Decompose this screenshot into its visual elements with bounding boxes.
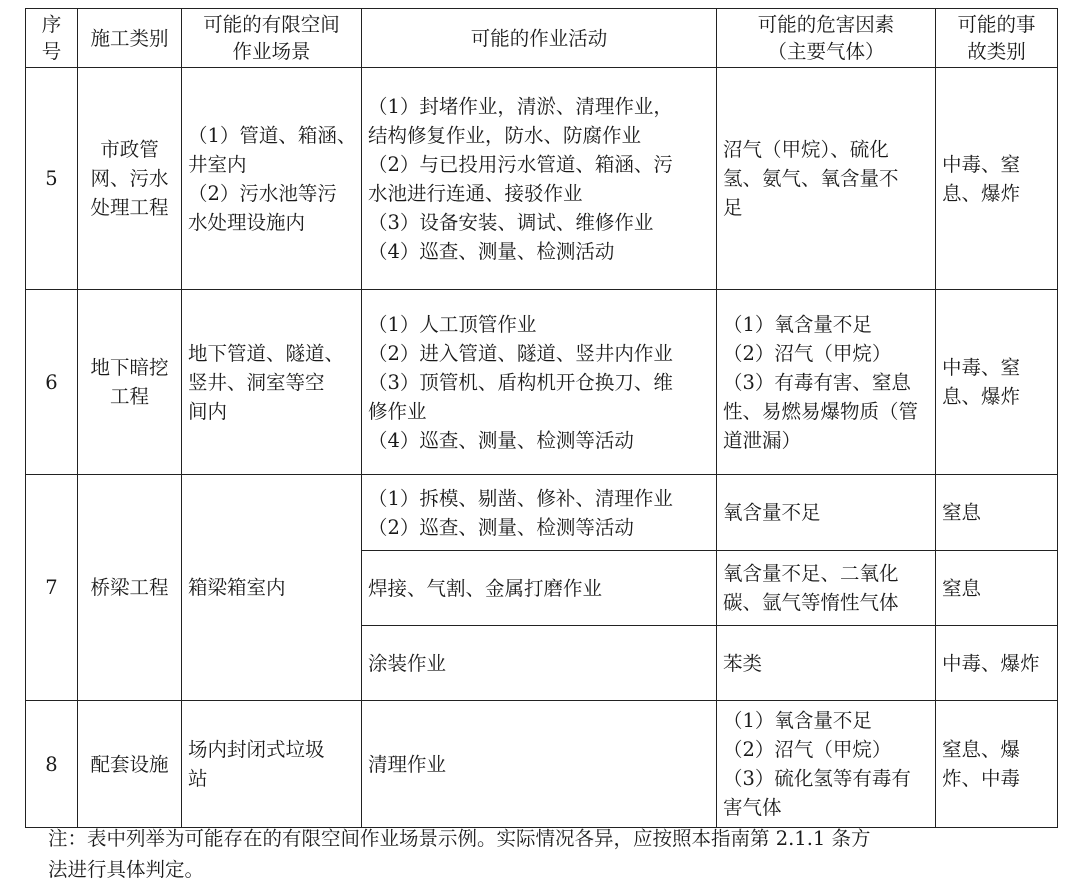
cell-hazard: 沼气（甲烷）、硫化 氢、氨气、氧含量不 足 — [717, 68, 936, 290]
hazard-table — [25, 8, 1058, 828]
cell-activity: 清理作业 — [362, 701, 717, 828]
cell-hazard: （1）氧含量不足 （2）沼气（甲烷） （3）有毒有害、窒息 性、易燃易爆物质（管 道泄漏） — [717, 290, 936, 475]
cell-accident: 窒息 — [936, 475, 1058, 551]
cell-hazard: 氧含量不足、二氧化 碳、氩气等惰性气体 — [717, 551, 936, 626]
cell-accident: 窒息、爆 炸、中毒 — [936, 701, 1058, 828]
cell-category: 配套设施 — [78, 701, 182, 828]
cell-hazard: 苯类 — [717, 626, 936, 701]
table-row — [26, 701, 1058, 828]
header-row — [26, 9, 1058, 68]
cell-activity: （1）封堵作业，清淤、清理作业， 结构修复作业，防水、防腐作业 （2）与已投用污水管道、箱涵、污 水池进行连通、接驳作业 （3）设备安装、调试、维修作业 （4）巡查、测量、检测活动 — [362, 68, 717, 290]
cell-scene: 场内封闭式垃圾 站 — [182, 701, 362, 828]
cell-hazard: （1）氧含量不足 （2）沼气（甲烷） （3）硫化氢等有毒有 害气体 — [717, 701, 936, 828]
cell-index: 5 — [26, 68, 78, 290]
cell-activity: 涂装作业 — [362, 626, 717, 701]
cell-index: 6 — [26, 290, 78, 475]
cell-activity: （1）拆模、剔凿、修补、清理作业 （2）巡查、测量、检测等活动 — [362, 475, 717, 551]
header-index: 序 号 — [26, 9, 78, 68]
header-activity: 可能的作业活动 — [362, 9, 717, 68]
cell-category: 桥梁工程 — [78, 475, 182, 701]
table-row — [26, 68, 1058, 290]
header-hazard: 可能的危害因素 （主要气体） — [717, 9, 936, 68]
footnote: 注：表中列举为可能存在的有限空间作业场景示例。实际情况各异，应按照本指南第 2.1.1 条方 法进行具体判定。 — [48, 827, 871, 881]
header-accident: 可能的事 故类别 — [936, 9, 1058, 68]
cell-index: 8 — [26, 701, 78, 828]
cell-accident: 中毒、爆炸 — [936, 626, 1058, 701]
cell-accident: 中毒、窒 息、爆炸 — [936, 290, 1058, 475]
table-row — [26, 290, 1058, 475]
cell-hazard: 氧含量不足 — [717, 475, 936, 551]
cell-category: 地下暗挖 工程 — [78, 290, 182, 475]
header-scene: 可能的有限空间 作业场景 — [182, 9, 362, 68]
cell-category: 市政管 网、污水 处理工程 — [78, 68, 182, 290]
cell-activity: （1）人工顶管作业 （2）进入管道、隧道、竖井内作业 （3）顶管机、盾构机开仓换刀、维 修作业 （4）巡查、测量、检测等活动 — [362, 290, 717, 475]
cell-index: 7 — [26, 475, 78, 701]
cell-accident: 窒息 — [936, 551, 1058, 626]
cell-scene: 地下管道、隧道、 竖井、洞室等空 间内 — [182, 290, 362, 475]
header-category: 施工类别 — [78, 9, 182, 68]
cell-accident: 中毒、窒 息、爆炸 — [936, 68, 1058, 290]
cell-scene: 箱梁箱室内 — [182, 475, 362, 701]
cell-scene: （1）管道、箱涵、 井室内 （2）污水池等污 水处理设施内 — [182, 68, 362, 290]
cell-activity: 焊接、气割、金属打磨作业 — [362, 551, 717, 626]
table-row — [26, 475, 1058, 551]
